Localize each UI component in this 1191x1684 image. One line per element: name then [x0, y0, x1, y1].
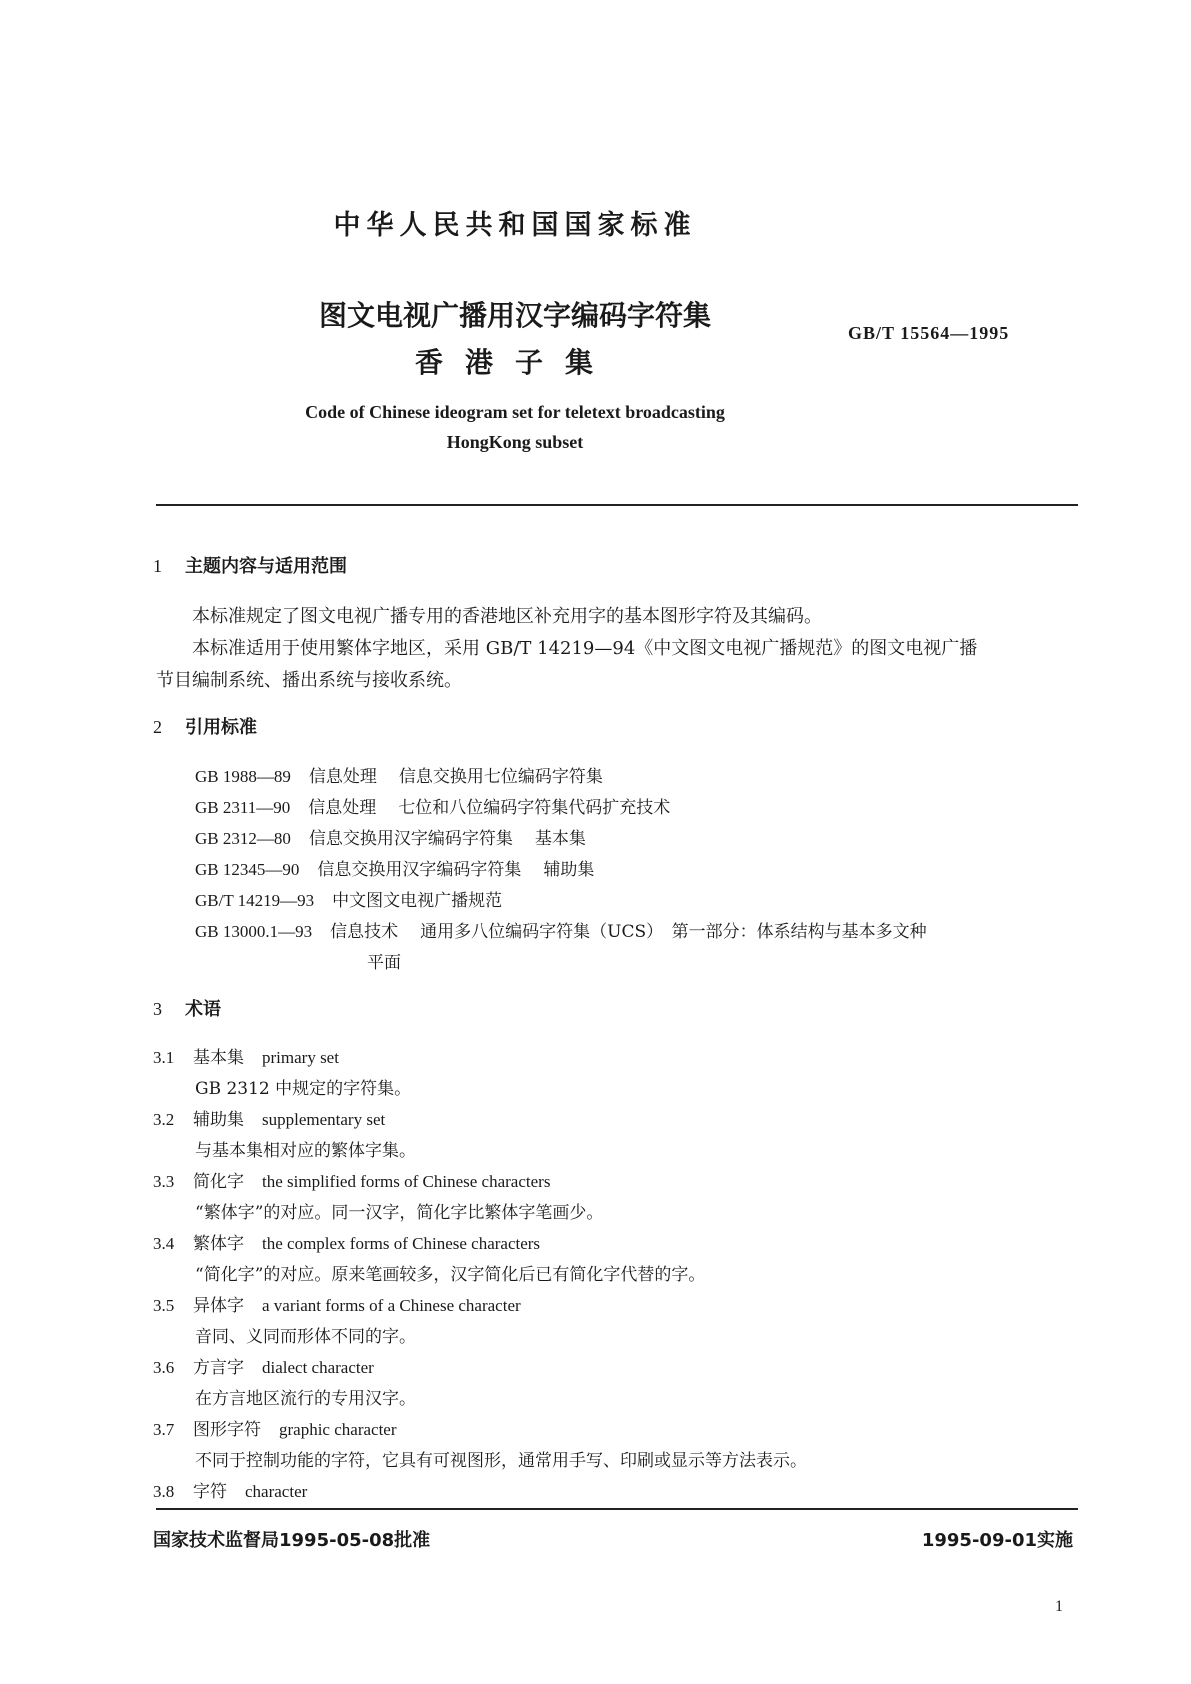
header-divider — [156, 504, 1078, 506]
term-number: 3.7 — [153, 1420, 175, 1439]
term-entry — [153, 1167, 550, 1192]
term-definition: “简化字”的对应。原来笔画较多，汉字简化后已有简化字代替的字。 — [195, 1265, 706, 1285]
term-en: the complex forms of Chinese characters — [262, 1234, 541, 1253]
term-entry — [153, 1043, 339, 1068]
term-definition: 不同于控制功能的字符，它具有可视图形，通常用手写、印刷或显示等方法表示。 — [195, 1451, 807, 1471]
term-number: 3.5 — [153, 1296, 175, 1315]
standard-code: GB/T 15564—1995 — [848, 323, 1010, 343]
reference-subtitle: 七位和八位编码字符集代码扩充技术 — [398, 798, 671, 818]
reference-code: GB/T 14219—93 — [195, 891, 315, 910]
term-cn: 辅助集 — [193, 1110, 244, 1130]
section-title: 术语 — [185, 999, 221, 1020]
term-entry — [153, 1105, 385, 1130]
approval-line: 国家技术监督局1995-05-08批准 — [153, 1530, 431, 1551]
term-number: 3.2 — [153, 1110, 175, 1129]
term-entry — [153, 1477, 307, 1502]
national-standard-heading: 中华人民共和国国家标准 — [333, 210, 697, 241]
section-1-heading — [153, 552, 347, 578]
term-cn: 基本集 — [193, 1048, 244, 1068]
term-en: the simplified forms of Chinese characters — [262, 1172, 551, 1191]
term-cn: 异体字 — [193, 1296, 244, 1316]
term-cn: 繁体字 — [193, 1234, 244, 1254]
term-number: 3.1 — [153, 1048, 175, 1067]
section-1-para-2-line-2: 节目编制系统、播出系统与接收系统。 — [156, 670, 462, 691]
reference-item — [195, 917, 927, 942]
term-en: dialect character — [262, 1358, 374, 1377]
reference-item — [195, 793, 670, 818]
term-en: a variant forms of a Chinese character — [262, 1296, 521, 1315]
term-en: graphic character — [279, 1420, 397, 1439]
reference-title: 信息技术 — [330, 922, 399, 942]
term-entry — [153, 1353, 374, 1378]
term-definition: 在方言地区流行的专用汉字。 — [195, 1389, 416, 1409]
reference-subtitle: 辅助集 — [543, 860, 595, 880]
term-en: character — [245, 1482, 308, 1501]
reference-title: 中文图文电视广播规范 — [332, 891, 503, 911]
section-title: 主题内容与适用范围 — [185, 556, 347, 577]
term-number: 3.4 — [153, 1234, 175, 1253]
term-definition: 与基本集相对应的繁体字集。 — [195, 1141, 416, 1161]
term-entry — [153, 1291, 521, 1316]
term-definition: “繁体字”的对应。同一汉字，简化字比繁体字笔画少。 — [195, 1203, 604, 1223]
term-definition: GB 2312 中规定的字符集。 — [195, 1079, 412, 1099]
section-number: 3 — [153, 999, 162, 1019]
term-entry — [153, 1229, 540, 1254]
reference-title: 信息处理 — [308, 798, 377, 818]
reference-code: GB 13000.1—93 — [195, 922, 313, 941]
term-cn: 简化字 — [193, 1172, 244, 1192]
reference-subtitle: 基本集 — [534, 829, 586, 849]
term-entry — [153, 1415, 397, 1440]
term-number: 3.8 — [153, 1482, 175, 1501]
term-en: supplementary set — [262, 1110, 386, 1129]
reference-code: GB 12345—90 — [195, 860, 300, 879]
document-subtitle-cn: 香港子集 — [414, 346, 615, 379]
reference-code: GB 2312—80 — [195, 829, 291, 848]
reference-title: 信息交换用汉字编码字符集 — [317, 860, 522, 880]
document-subtitle-en: HongKong subset — [446, 432, 584, 452]
reference-title: 信息交换用汉字编码字符集 — [308, 829, 513, 849]
reference-title: 信息处理 — [308, 767, 377, 787]
section-number: 1 — [153, 556, 162, 576]
reference-continuation: 平面 — [367, 953, 401, 973]
term-en: primary set — [262, 1048, 339, 1067]
section-3-heading — [153, 995, 221, 1021]
section-number: 2 — [153, 717, 162, 737]
reference-item — [195, 886, 524, 911]
section-1-para-1: 本标准规定了图文电视广播专用的香港地区补充用字的基本图形字符及其编码。 — [192, 606, 822, 627]
reference-subtitle: 通用多八位编码字符集（UCS） 第一部分：体系结构与基本多文种 — [420, 922, 927, 942]
reference-subtitle: 信息交换用七位编码字符集 — [398, 767, 603, 787]
term-number: 3.6 — [153, 1358, 175, 1377]
section-2-heading — [153, 713, 257, 739]
page-number: 1 — [1055, 1598, 1063, 1615]
term-number: 3.3 — [153, 1172, 175, 1191]
reference-item — [195, 855, 594, 880]
document-title-cn: 图文电视广播用汉字编码字符集 — [318, 299, 711, 332]
term-cn: 图形字符 — [193, 1420, 261, 1440]
term-definition: 音同、义同而形体不同的字。 — [195, 1327, 416, 1347]
reference-item — [195, 824, 586, 849]
section-1-para-2-line-1: 本标准适用于使用繁体字地区，采用 GB/T 14219—94《中文图文电视广播规范》的图文电视广播 — [192, 638, 978, 659]
term-cn: 字符 — [193, 1482, 227, 1502]
implementation-line: 1995-09-01实施 — [921, 1530, 1073, 1551]
reference-code: GB 2311—90 — [195, 798, 291, 817]
reference-code: GB 1988—89 — [195, 767, 291, 786]
document-title-en: Code of Chinese ideogram set for teletext broadcasting — [305, 402, 725, 422]
reference-item — [195, 762, 603, 787]
footer-divider — [156, 1508, 1078, 1510]
section-title: 引用标准 — [185, 717, 257, 738]
term-cn: 方言字 — [193, 1358, 244, 1378]
